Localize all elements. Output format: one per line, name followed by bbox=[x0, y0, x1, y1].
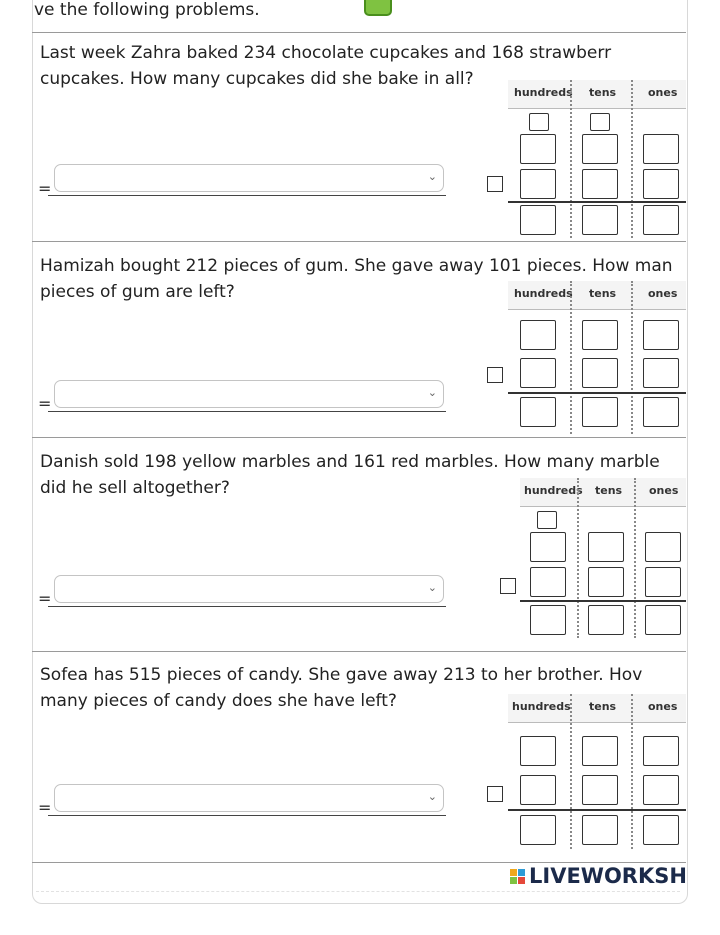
answer-digit-box[interactable] bbox=[520, 205, 556, 235]
header-tens: tens bbox=[589, 86, 617, 99]
place-value-table-2 bbox=[508, 281, 686, 436]
sum-line bbox=[508, 809, 686, 811]
header-tens: tens bbox=[589, 700, 617, 713]
question-4-line-2: many pieces of candy does she have left? bbox=[40, 691, 397, 711]
operator-box[interactable] bbox=[500, 578, 516, 594]
header-ones: ones bbox=[649, 484, 679, 497]
divider bbox=[32, 651, 686, 652]
divider bbox=[32, 32, 686, 33]
chevron-down-icon: ⌄ bbox=[427, 170, 437, 183]
answer-4-dropdown[interactable] bbox=[54, 784, 444, 812]
answer-3-dropdown[interactable] bbox=[54, 575, 444, 603]
column-separator bbox=[570, 281, 572, 434]
digit-box[interactable] bbox=[530, 532, 566, 562]
answer-digit-box[interactable] bbox=[643, 815, 679, 845]
chevron-down-icon: ⌄ bbox=[427, 790, 437, 803]
carry-box-hundreds[interactable] bbox=[537, 511, 557, 529]
digit-box[interactable] bbox=[582, 134, 618, 164]
header-hundreds: hundreds bbox=[524, 484, 583, 497]
digit-box[interactable] bbox=[582, 320, 618, 350]
answer-digit-box[interactable] bbox=[588, 605, 624, 635]
equals-sign: = bbox=[38, 589, 52, 608]
digit-box[interactable] bbox=[582, 169, 618, 199]
answer-digit-box[interactable] bbox=[645, 605, 681, 635]
digit-box[interactable] bbox=[643, 320, 679, 350]
table-header bbox=[508, 281, 686, 310]
header-tens: tens bbox=[595, 484, 623, 497]
question-3-line-1: Danish sold 198 yellow marbles and 161 red marbles. How many marble bbox=[40, 452, 660, 472]
header-hundreds: hundreds bbox=[512, 700, 571, 713]
header-tens: tens bbox=[589, 287, 617, 300]
equals-sign: = bbox=[38, 179, 52, 198]
header-ones: ones bbox=[648, 700, 678, 713]
answer-digit-box[interactable] bbox=[643, 397, 679, 427]
place-value-table-4 bbox=[508, 694, 686, 851]
carry-box-tens[interactable] bbox=[590, 113, 610, 131]
answer-digit-box[interactable] bbox=[530, 605, 566, 635]
question-3-line-2: did he sell altogether? bbox=[40, 478, 230, 498]
digit-box[interactable] bbox=[588, 532, 624, 562]
answer-underline bbox=[48, 195, 446, 196]
place-value-table-1 bbox=[508, 80, 686, 240]
digit-box[interactable] bbox=[520, 169, 556, 199]
question-2-line-1: Hamizah bought 212 pieces of gum. She gave away 101 pieces. How man bbox=[40, 256, 673, 276]
digit-box[interactable] bbox=[643, 358, 679, 388]
digit-box[interactable] bbox=[645, 567, 681, 597]
operator-box[interactable] bbox=[487, 367, 503, 383]
question-4-line-1: Sofea has 515 pieces of candy. She gave away 213 to her brother. Hov bbox=[40, 665, 643, 685]
column-separator bbox=[570, 80, 572, 238]
digit-box[interactable] bbox=[520, 320, 556, 350]
carry-box-hundreds[interactable] bbox=[529, 113, 549, 131]
table-header bbox=[520, 478, 686, 507]
operator-box[interactable] bbox=[487, 786, 503, 802]
column-separator bbox=[631, 281, 633, 434]
equals-sign: = bbox=[38, 394, 52, 413]
question-1-line-2: cupcakes. How many cupcakes did she bake in all? bbox=[40, 69, 474, 89]
divider bbox=[32, 241, 686, 242]
digit-box[interactable] bbox=[520, 358, 556, 388]
table-header bbox=[508, 694, 686, 723]
header-ones: ones bbox=[648, 287, 678, 300]
chevron-down-icon: ⌄ bbox=[427, 386, 437, 399]
digit-box[interactable] bbox=[582, 358, 618, 388]
operator-box[interactable] bbox=[487, 176, 503, 192]
question-2-line-2: pieces of gum are left? bbox=[40, 282, 235, 302]
divider bbox=[32, 862, 686, 863]
chevron-down-icon: ⌄ bbox=[427, 581, 437, 594]
answer-digit-box[interactable] bbox=[582, 397, 618, 427]
footer-divider bbox=[36, 891, 680, 892]
digit-box[interactable] bbox=[588, 567, 624, 597]
divider bbox=[32, 437, 686, 438]
digit-box[interactable] bbox=[530, 567, 566, 597]
column-separator bbox=[570, 694, 572, 849]
digit-box[interactable] bbox=[520, 775, 556, 805]
answer-digit-box[interactable] bbox=[520, 815, 556, 845]
digit-box[interactable] bbox=[643, 775, 679, 805]
answer-digit-box[interactable] bbox=[582, 815, 618, 845]
digit-box[interactable] bbox=[643, 736, 679, 766]
instruction-text: ve the following problems. bbox=[34, 0, 260, 20]
answer-underline bbox=[48, 815, 446, 816]
liveworksheets-logo-icon bbox=[510, 869, 526, 885]
answer-1-dropdown[interactable] bbox=[54, 164, 444, 192]
digit-box[interactable] bbox=[582, 736, 618, 766]
liveworksheets-logo-text: LIVEWORKSH bbox=[529, 864, 687, 888]
column-separator bbox=[577, 478, 579, 638]
table-header bbox=[508, 80, 686, 109]
column-separator bbox=[634, 478, 636, 638]
digit-box[interactable] bbox=[582, 775, 618, 805]
digit-box[interactable] bbox=[645, 532, 681, 562]
header-ones: ones bbox=[648, 86, 678, 99]
column-separator bbox=[631, 694, 633, 849]
answer-digit-box[interactable] bbox=[643, 205, 679, 235]
header-hundreds: hundreds bbox=[514, 287, 573, 300]
sum-line bbox=[520, 600, 686, 602]
answer-digit-box[interactable] bbox=[520, 397, 556, 427]
digit-box[interactable] bbox=[520, 736, 556, 766]
answer-digit-box[interactable] bbox=[582, 205, 618, 235]
digit-box[interactable] bbox=[520, 134, 556, 164]
answer-underline bbox=[48, 411, 446, 412]
check-answers-button[interactable] bbox=[364, 0, 392, 16]
question-1-line-1: Last week Zahra baked 234 chocolate cupcakes and 168 strawberr bbox=[40, 43, 612, 63]
answer-2-dropdown[interactable] bbox=[54, 380, 444, 408]
sum-line bbox=[508, 201, 686, 203]
answer-underline bbox=[48, 606, 446, 607]
sum-line bbox=[508, 392, 686, 394]
equals-sign: = bbox=[38, 798, 52, 817]
header-hundreds: hundreds bbox=[514, 86, 573, 99]
place-value-table-3 bbox=[520, 478, 686, 640]
digit-box[interactable] bbox=[643, 134, 679, 164]
digit-box[interactable] bbox=[643, 169, 679, 199]
column-separator bbox=[631, 80, 633, 238]
